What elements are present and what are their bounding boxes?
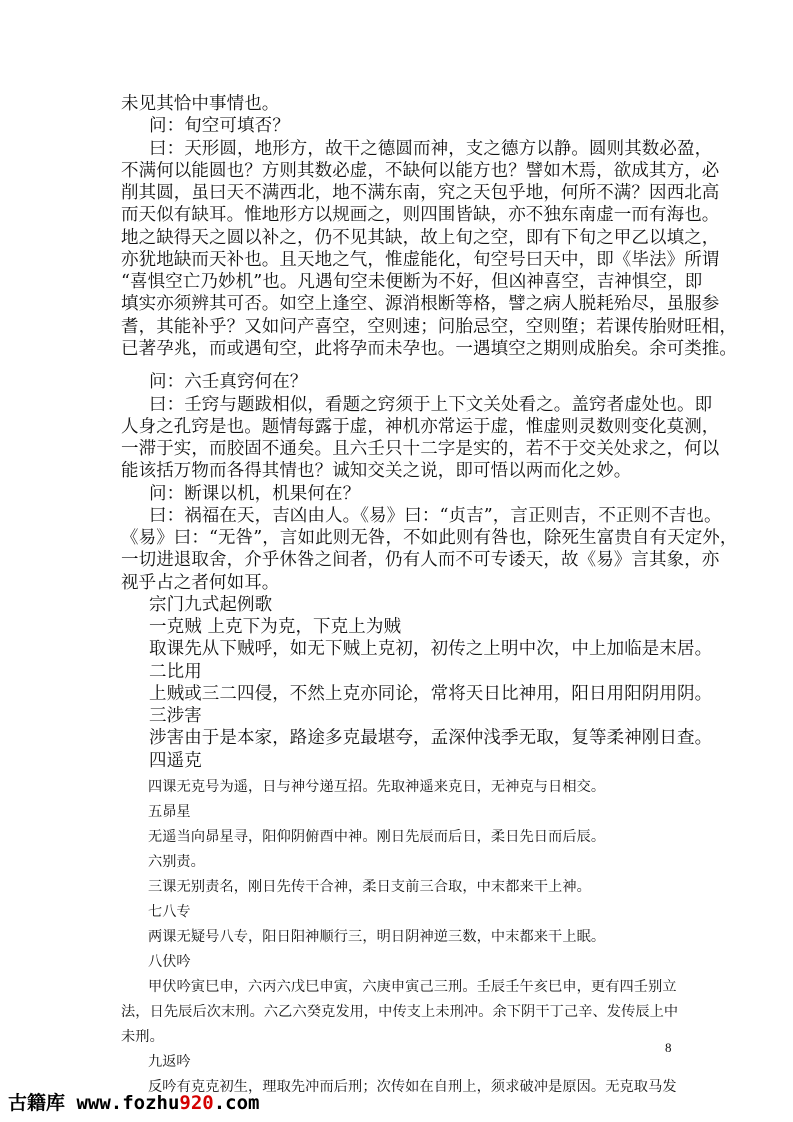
verse-line: 未刑。 — [121, 1029, 164, 1045]
footer-prefix: 古籍库 www. — [8, 1092, 123, 1114]
verse-line: 法，日先辰后次末刑。六乙六癸克发用，中传支上未刑冲。余下阴干丁己辛、发传辰上中 — [121, 1004, 679, 1020]
text-line: 已著孕兆，而或遇旬空，此将孕而未孕也。一遇填空之期则成胎矣。余可类推。 — [121, 339, 737, 359]
verse-line: 四课无克号为遥，日与神兮递互招。先取神遥来克日，无神克与日相交。 — [148, 779, 606, 795]
text-line: 未见其恰中事情也。 — [121, 94, 280, 114]
verse-title: 七八专 — [148, 904, 191, 920]
question-line: 问：六壬真窍何在？ — [149, 372, 308, 392]
text-line: 一滞于实，而胶固不通矣。且六壬只十二字是实的，若不于交关处求之，何以 — [121, 439, 720, 459]
footer-suffix: .com — [213, 1092, 260, 1114]
question-line: 问：断课以机，机果何在？ — [149, 484, 361, 504]
text-line: 填实亦须辨其可否。如空上逢空、源消根断等格，譬之病人脱耗殆尽，虽服参 — [121, 294, 720, 314]
text-line: 而天似有缺耳。惟地形方以规画之，则四围皆缺，亦不独东南虚一而有海也。 — [121, 205, 720, 225]
footer-site-a: fozhu — [122, 1092, 180, 1114]
footer-watermark[interactable] — [8, 1088, 260, 1115]
text-line: 亦犹地缺而天补也。且天地之气，惟虚能化，旬空号曰天中，即《毕法》所谓 — [121, 250, 720, 270]
answer-line: 曰：祸福在天，吉凶由人。《易》曰：“贞吉”，言正则吉，不正则不吉也。 — [149, 506, 722, 526]
page-number: 8 — [665, 1040, 672, 1055]
text-line: 人身之孔窍是也。题情每露于虚，神机亦常运于虚，惟虚则灵数则变化莫测， — [121, 417, 720, 437]
footer-site-b: 920 — [179, 1092, 214, 1114]
text-line: 地之缺得天之圆以补之，仍不见其缺，故上旬之空，即有下旬之甲乙以填之， — [121, 228, 720, 248]
answer-line: 曰：天形圆，地形方，故干之德圆而神，支之德方以静。圆则其数必盈， — [149, 139, 713, 159]
text-line: 能该括万物而各得其情也？诚知交关之说，即可悟以两而化之妙。 — [121, 461, 632, 481]
text-line: 一切进退取舍，介乎休咎之间者，仍有人而不可专诿天，故《易》言其象，亦 — [121, 550, 720, 570]
verse-line: 反吟有克克初生，理取先冲而后刑；次传如在自刑上，须求破冲是原因。无克取马发 — [148, 1079, 677, 1095]
verse-title: 四遥克 — [149, 751, 202, 771]
verse-title: 五昴星 — [148, 804, 191, 820]
section-title: 宗门九式起例歌 — [149, 595, 273, 615]
answer-line: 曰：壬窍与题跋相似，看题之窍须于上下文关处看之。盖窍者虚处也。即 — [149, 395, 713, 415]
verse-line: 无遥当向昴星寻，阳仰阴俯酉中神。刚日先辰而后日，柔日先日而后辰。 — [148, 829, 606, 845]
verse-line: 取课先从下贼呼，如无下贼上克初，初传之上明中次，中上加临是末居。 — [149, 639, 713, 659]
text-line: 耆，其能补乎？又如问产喜空，空则速；问胎忌空，空则堕；若课传胎财旺相， — [121, 317, 737, 337]
verse-title: 六别责。 — [148, 854, 205, 870]
question-line: 问：旬空可填否？ — [149, 116, 290, 136]
verse-title: 一克贼 上克下为克，下克上为贼 — [149, 617, 402, 637]
text-line: 不满何以能圆也？方则其数必虚，不缺何以能方也？譬如木焉，欲成其方，必 — [121, 161, 720, 181]
text-line: 视乎占之者何如耳。 — [121, 573, 280, 593]
verse-title: 八伏吟 — [148, 954, 191, 970]
verse-line: 上贼或三二四侵，不然上克亦同论，常将天日比神用，阳日用阳阴用阴。 — [149, 684, 713, 704]
text-line: 削其圆，虽曰天不满西北，地不满东南，究之天包乎地，何所不满？因西北高 — [121, 183, 720, 203]
verse-title: 三涉害 — [149, 706, 202, 726]
verse-line: 两课无疑号八专，阳日阳神顺行三，明日阴神逆三数，中末都来干上眠。 — [148, 929, 606, 945]
verse-title: 九返吟 — [148, 1054, 191, 1070]
verse-line: 涉害由于是本家，路途多克最堪夸，孟深仲浅季无取，复等柔神刚日查。 — [149, 728, 713, 748]
text-line: 《易》曰：“无咎”，言如此则无咎，不如此则有咎也，除死生富贵自有天定外， — [121, 528, 738, 548]
verse-line: 三课无别责名，刚日先传干合神，柔日支前三合取，中末都来干上神。 — [148, 879, 591, 895]
text-line: “喜惧空亡乃妙机”也。凡遇旬空未便断为不好，但凶神喜空，吉神惧空，即 — [121, 272, 703, 292]
verse-title: 二比用 — [149, 662, 202, 682]
verse-line: 甲伏吟寅巳申，六丙六戊巳申寅，六庚申寅己三刑。壬辰壬午亥巳申，更有四壬别立 — [148, 979, 677, 995]
